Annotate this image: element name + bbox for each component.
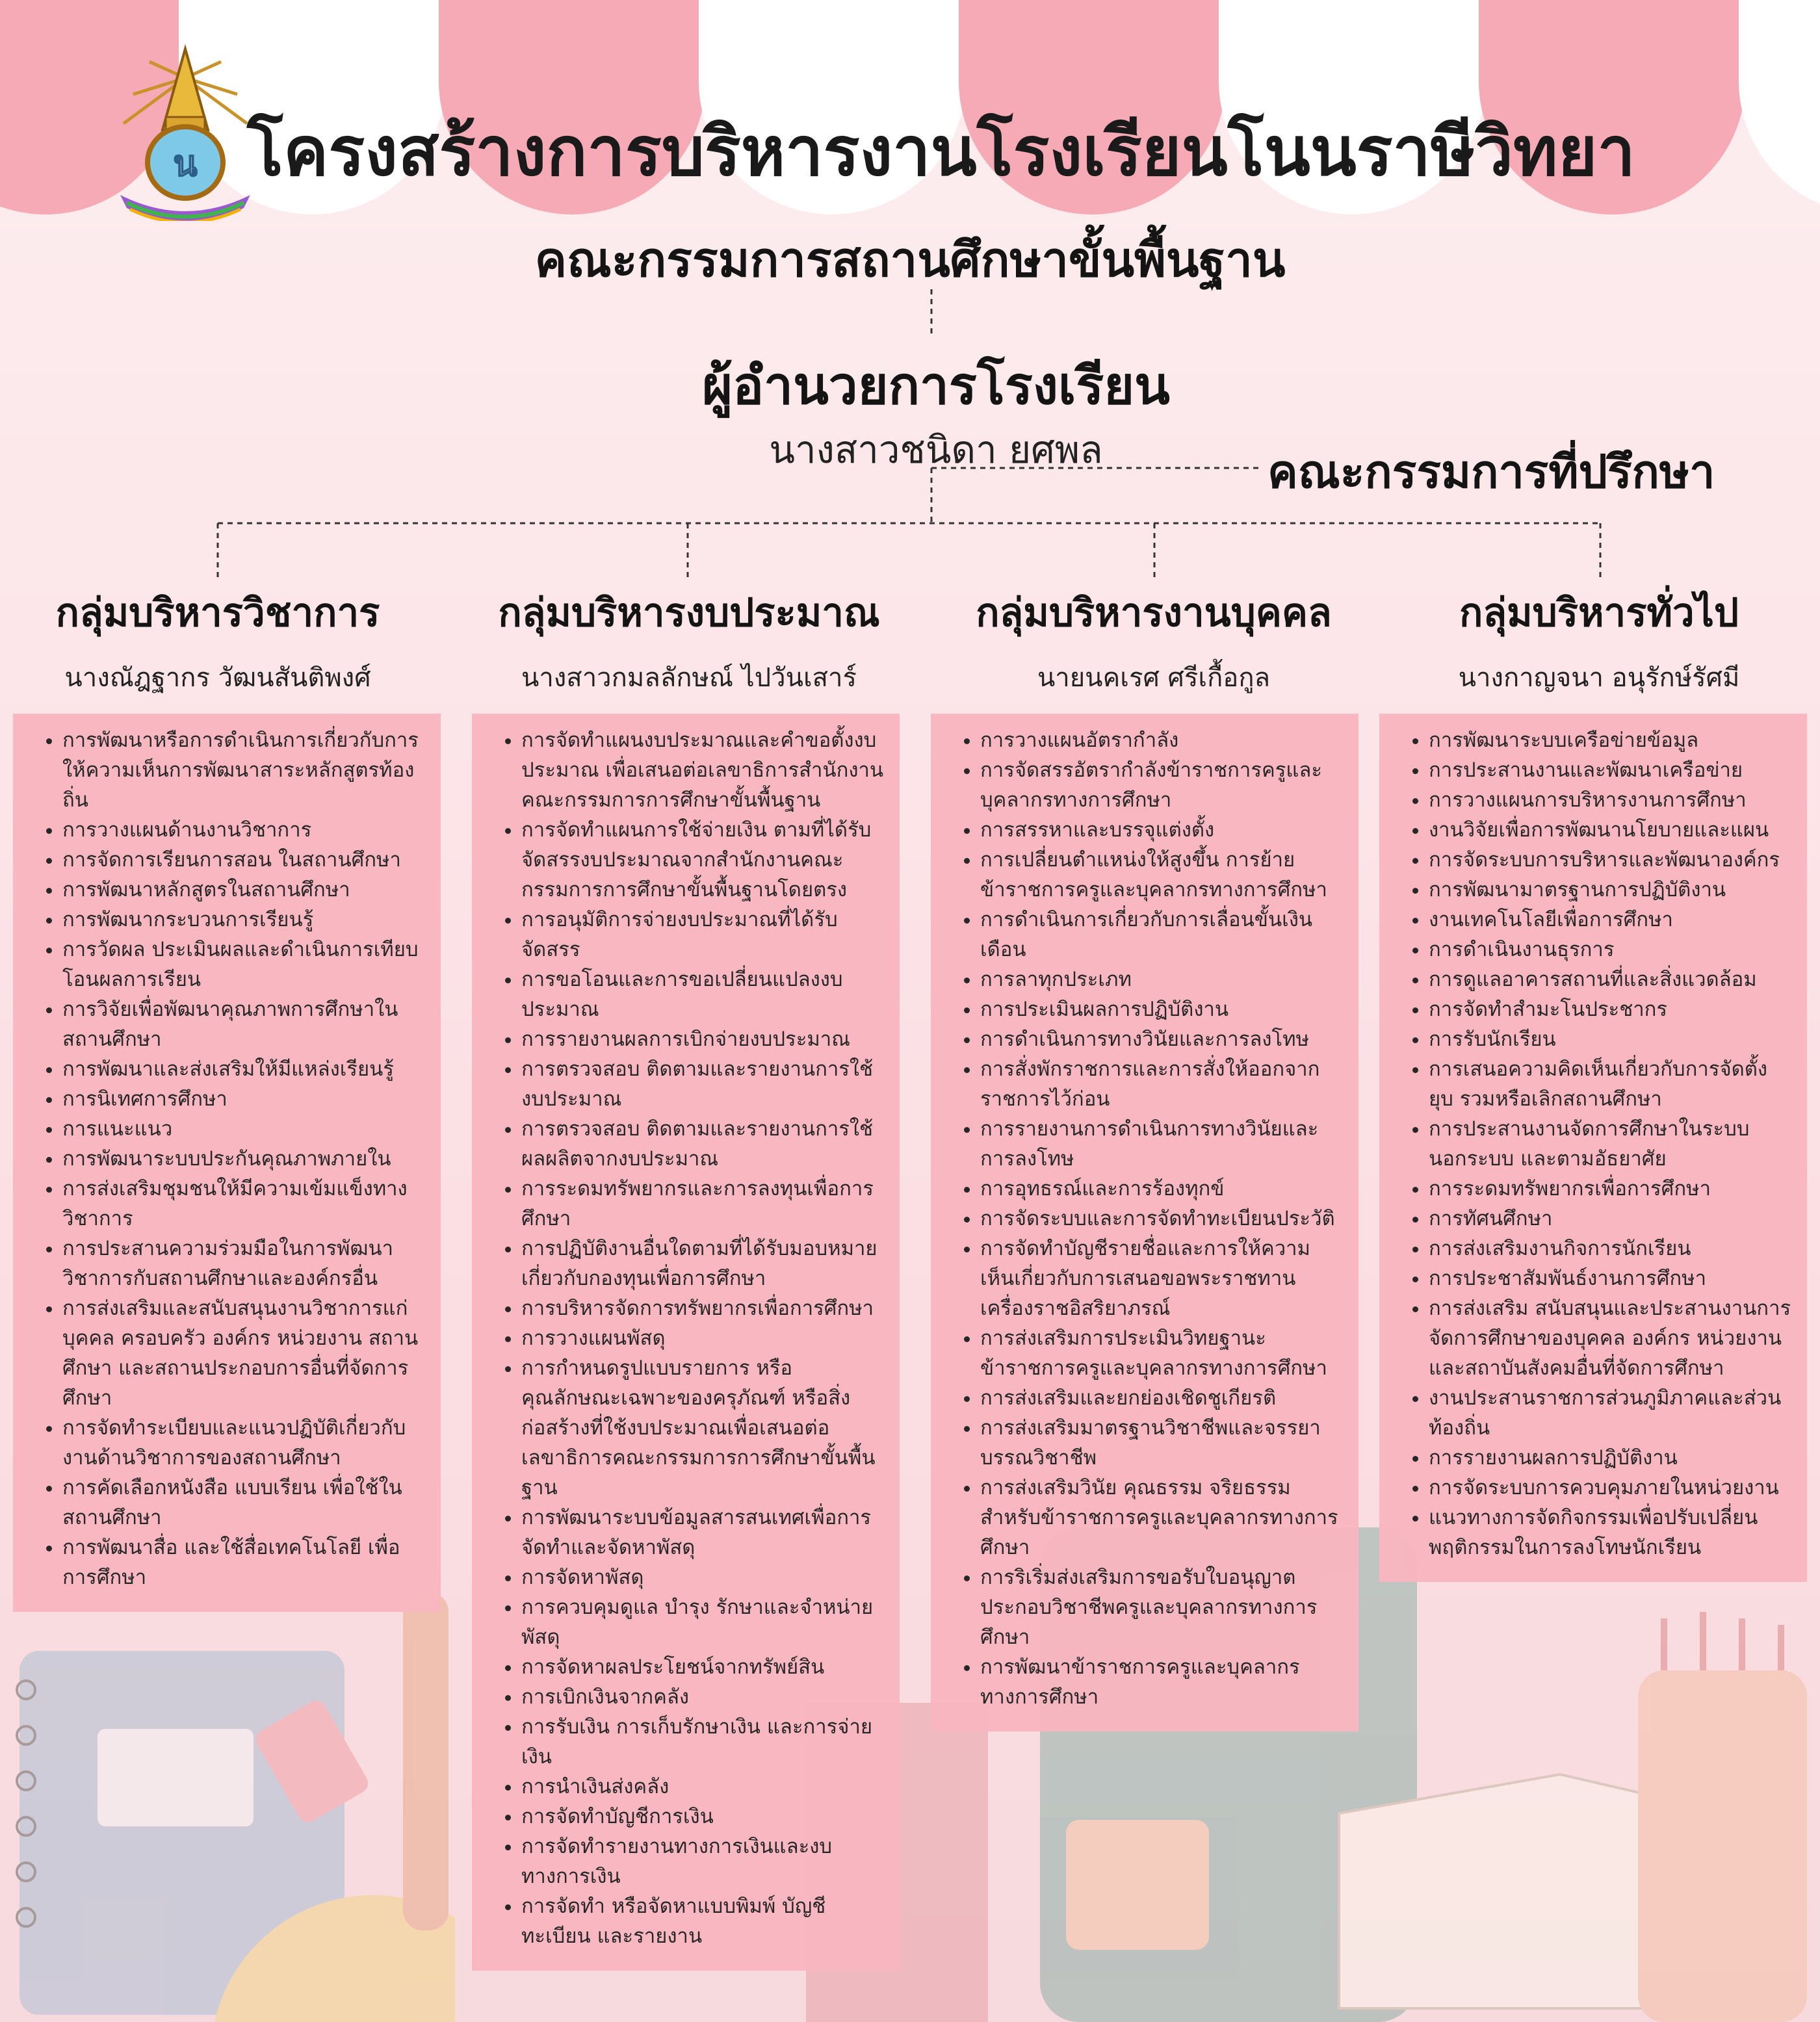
- duty-item: • การจัดทำระเบียบและแนวปฏิบัติเกี่ยวกับงานด้านวิชาการของสถานศึกษา: [62, 1413, 425, 1473]
- duty-item: • การวางแผนด้านงานวิชาการ: [62, 815, 425, 845]
- duty-item: • การตรวจสอบ ติดตามและรายงานการใช้ผลผลิตจากงบประมาณ: [521, 1114, 884, 1174]
- group-head-name: นางสาวกมลลักษณ์ ไปวันเสาร์: [521, 663, 857, 693]
- duty-item: • การนำเงินส่งคลัง: [521, 1772, 884, 1802]
- director-name: นางสาวชนิดา ยศพล: [769, 428, 1103, 472]
- duty-list: [488, 725, 884, 1951]
- duty-item: • การอุทธรณ์และการร้องทุกข์: [980, 1174, 1343, 1204]
- duty-item: • การลาทุกประเภท: [980, 965, 1343, 994]
- duty-item: • การส่งเสริมชุมชนให้มีความเข้มแข็งทางวิชาการ: [62, 1174, 425, 1234]
- duty-item: • การระดมทรัพยากรและการลงทุนเพื่อการศึกษา: [521, 1174, 884, 1234]
- group-head-name: นายนคเรศ ศรีเกื้อกูล: [1037, 663, 1271, 693]
- duty-item: • การจัดหาผลประโยชน์จากทรัพย์สิน: [521, 1652, 884, 1682]
- duty-item: • การรับเงิน การเก็บรักษาเงิน และการจ่ายเงิน: [521, 1712, 884, 1772]
- duty-item: • การพัฒนาระบบเครือข่ายข้อมูล: [1429, 725, 1791, 755]
- duty-item: • การรายงานการดำเนินการทางวินัยและการลงโทษ: [980, 1114, 1343, 1174]
- duty-item: • การจัดทำแผนงบประมาณและคำขอตั้งงบประมาณ เพื่อเสนอต่อเลขาธิการสำนักงานคณะกรรมการการศึกษาขั้นพื้นฐาน: [521, 725, 884, 815]
- svg-text:น: น: [173, 143, 198, 184]
- duty-item: • การวัดผล ประเมินผลและดำเนินการเทียบโอนผลการเรียน: [62, 935, 425, 994]
- group-header-academic: [20, 582, 416, 698]
- duty-item: • การส่งเสริมงานกิจการนักเรียน: [1429, 1234, 1791, 1264]
- duty-item: • การดำเนินการเกี่ยวกับการเลื่อนขั้นเงินเดือน: [980, 905, 1343, 965]
- duty-item: • การส่งเสริมวินัย คุณธรรม จริยธรรม สำหรับข้าราชการครูและบุคลากรทางการศึกษา: [980, 1473, 1343, 1562]
- duty-item: • การส่งเสริมและยกย่องเชิดชูเกียรติ: [980, 1383, 1343, 1413]
- duty-item: • การวางแผนอัตรากำลัง: [980, 725, 1343, 755]
- duty-item: • การริเริ่มส่งเสริมการขอรับใบอนุญาตประกอบวิชาชีพครูและบุคลากรทางการศึกษา: [980, 1562, 1343, 1652]
- duty-item: • แนวทางการจัดกิจกรรมเพื่อปรับเปลี่ยนพฤติกรรมในการลงโทษนักเรียน: [1429, 1503, 1791, 1562]
- duty-item: • การดูแลอาคารสถานที่และสิ่งแวดล้อม: [1429, 965, 1791, 994]
- duty-panel-budget: [472, 714, 900, 1971]
- duty-item: • การพัฒนาหรือการดำเนินการเกี่ยวกับการให้ความเห็นการพัฒนาสาระหลักสูตรท้องถิ่น: [62, 725, 425, 815]
- duty-item: • การขอโอนและการขอเปลี่ยนแปลงงบประมาณ: [521, 965, 884, 1024]
- duty-panel-general: [1379, 714, 1807, 1582]
- duty-item: • การพัฒนาสื่อ และใช้สื่อเทคโนโลยี เพื่อการศึกษา: [62, 1533, 425, 1592]
- duty-item: • การแนะแนว: [62, 1114, 425, 1144]
- board-title: คณะกรรมการสถานศึกษาขั้นพื้นฐาน: [534, 232, 1286, 288]
- duty-item: • การประชาสัมพันธ์งานการศึกษา: [1429, 1264, 1791, 1293]
- duty-item: • การประสานความร่วมมือในการพัฒนาวิชาการกับสถานศึกษาและองค์กรอื่น: [62, 1234, 425, 1293]
- duty-item: • การเปลี่ยนตำแหน่งให้สูงขึ้น การย้ายข้าราชการครูและบุคลากรทางการศึกษา: [980, 845, 1343, 905]
- duty-item: • การจัดทำรายงานทางการเงินและงบทางการเงิน: [521, 1832, 884, 1891]
- duty-item: • การพัฒนาหลักสูตรในสถานศึกษา: [62, 875, 425, 905]
- duty-item: • การจัดทำบัญชีการเงิน: [521, 1802, 884, 1832]
- duty-item: • การดำเนินการทางวินัยและการลงโทษ: [980, 1024, 1343, 1054]
- duty-item: • การรายงานผลการเบิกจ่ายงบประมาณ: [521, 1024, 884, 1054]
- duty-item: • การจัดระบบการควบคุมภายในหน่วยงาน: [1429, 1473, 1791, 1503]
- duty-item: • การจัดทำแผนการใช้จ่ายเงิน ตามที่ได้รับจัดสรรงบประมาณจากสำนักงานคณะกรรมการการศึกษาขั้นพื้นฐานโดยตรง: [521, 815, 884, 905]
- duty-item: • การประเมินผลการปฏิบัติงาน: [980, 994, 1343, 1024]
- duty-item: • การบริหารจัดการทรัพยากรเพื่อการศึกษา: [521, 1293, 884, 1323]
- duty-item: • การจัดการเรียนการสอน ในสถานศึกษา: [62, 845, 425, 875]
- duty-item: • การจัดหาพัสดุ: [521, 1562, 884, 1592]
- duty-item: • การรายงานผลการปฏิบัติงาน: [1429, 1443, 1791, 1473]
- duty-list: [1395, 725, 1791, 1562]
- duty-item: • การวางแผนพัสดุ: [521, 1323, 884, 1353]
- duty-item: • การจัดสรรอัตรากำลังข้าราชการครูและบุคลากรทางการศึกษา: [980, 755, 1343, 815]
- duty-item: • การรับนักเรียน: [1429, 1024, 1791, 1054]
- duty-item: • งานวิจัยเพื่อการพัฒนานโยบายและแผน: [1429, 815, 1791, 845]
- duty-item: • การกำหนดรูปแบบรายการ หรือคุณลักษณะเฉพาะของครุภัณฑ์ หรือสิ่งก่อสร้างที่ใช้งบประมาณเพื่อเสนอต่อเลขาธิการคณะกรรมการการศึกษาขั้นพื้นฐาน: [521, 1353, 884, 1503]
- group-header-personnel: [936, 582, 1372, 698]
- duty-item: • การควบคุมดูแล บำรุง รักษาและจำหน่ายพัสดุ: [521, 1592, 884, 1652]
- group-title: กลุ่มบริหารวิชาการ: [55, 590, 380, 636]
- duty-item: • การส่งเสริมการประเมินวิทยฐานะข้าราชการครูและบุคลากรทางการศึกษา: [980, 1323, 1343, 1383]
- duty-item: • การทัศนศึกษา: [1429, 1204, 1791, 1234]
- duty-item: • การพัฒนาระบบประกันคุณภาพภายใน: [62, 1144, 425, 1174]
- group-title: กลุ่มบริหารงบประมาณ: [498, 590, 880, 636]
- duty-item: • การประสานงานจัดการศึกษาในระบบ นอกระบบ และตามอัธยาศัย: [1429, 1114, 1791, 1174]
- duty-item: • การวิจัยเพื่อพัฒนาคุณภาพการศึกษาในสถานศึกษา: [62, 994, 425, 1054]
- org-connector-lines: [0, 0, 1820, 598]
- duty-item: • การตรวจสอบ ติดตามและรายงานการใช้งบประมาณ: [521, 1054, 884, 1114]
- group-header-general: [1391, 582, 1807, 698]
- duty-item: • การจัดทำบัญชีรายชื่อและการให้ความเห็นเกี่ยวกับการเสนอขอพระราชทานเครื่องราชอิสริยาภรณ์: [980, 1234, 1343, 1323]
- duty-item: • การประสานงานและพัฒนาเครือข่าย: [1429, 755, 1791, 785]
- duty-item: • การอนุมัติการจ่ายงบประมาณที่ได้รับจัดสรร: [521, 905, 884, 965]
- duty-item: • การเบิกเงินจากคลัง: [521, 1682, 884, 1712]
- duty-panel-academic: [13, 714, 441, 1612]
- duty-item: • การส่งเสริม สนับสนุนและประสานงานการจัดการศึกษาของบุคคล องค์กร หน่วยงานและสถาบันสังคมอื่นที่จัดการศึกษา: [1429, 1293, 1791, 1383]
- duty-list: [946, 725, 1343, 1712]
- duty-item: • การพัฒนากระบวนการเรียนรู้: [62, 905, 425, 935]
- duty-item: • การพัฒนาและส่งเสริมให้มีแหล่งเรียนรู้: [62, 1054, 425, 1084]
- pencil-cup-illustration: [1638, 1670, 1807, 2022]
- duty-item: • การพัฒนามาตรฐานการปฏิบัติงาน: [1429, 875, 1791, 905]
- duty-item: • การส่งเสริมมาตรฐานวิชาชีพและจรรยาบรรณวิชาชีพ: [980, 1413, 1343, 1473]
- duty-item: • การสรรหาและบรรจุแต่งตั้ง: [980, 815, 1343, 845]
- duty-item: • การดำเนินงานธุรการ: [1429, 935, 1791, 965]
- group-header-budget: [468, 582, 910, 698]
- group-title: กลุ่มบริหารทั่วไป: [1459, 590, 1739, 636]
- duty-panel-personnel: [931, 714, 1358, 1731]
- advisory-committee-title: คณะกรรมการที่ปรึกษา: [1268, 445, 1715, 499]
- duty-item: • การสั่งพักราชการและการสั่งให้ออกจากราชการไว้ก่อน: [980, 1054, 1343, 1114]
- duty-item: • การจัดระบบและการจัดทำทะเบียนประวัติ: [980, 1204, 1343, 1234]
- duty-item: • การระดมทรัพยากรเพื่อการศึกษา: [1429, 1174, 1791, 1204]
- duty-item: • การปฏิบัติงานอื่นใดตามที่ได้รับมอบหมายเกี่ยวกับกองทุนเพื่อการศึกษา: [521, 1234, 884, 1293]
- duty-item: • การส่งเสริมและสนับสนุนงานวิชาการแก่บุคคล ครอบครัว องค์กร หน่วยงาน สถานศึกษา และสถานประกอบการอื่นที่จัดการศึกษา: [62, 1293, 425, 1413]
- duty-item: • การนิเทศการศึกษา: [62, 1084, 425, 1114]
- pen-illustration: [403, 1592, 448, 1930]
- page-title: โครงสร้างการบริหารงานโรงเรียนโนนราษีวิทยา: [247, 112, 1635, 191]
- duty-item: • การพัฒนาระบบข้อมูลสารสนเทศเพื่อการจัดทำและจัดหาพัสดุ: [521, 1503, 884, 1562]
- duty-item: • งานเทคโนโลยีเพื่อการศึกษา: [1429, 905, 1791, 935]
- duty-item: • การวางแผนการบริหารงานการศึกษา: [1429, 785, 1791, 815]
- duty-item: • การเสนอความคิดเห็นเกี่ยวกับการจัดตั้ง ยุบ รวมหรือเลิกสถานศึกษา: [1429, 1054, 1791, 1114]
- group-head-name: นางกาญจนา อนุรักษ์รัศมี: [1458, 663, 1740, 693]
- duty-item: • งานประสานราชการส่วนภูมิภาคและส่วนท้องถิ่น: [1429, 1383, 1791, 1443]
- duty-item: • การจัดทำสำมะโนประชากร: [1429, 994, 1791, 1024]
- duty-item: • การจัดระบบการบริหารและพัฒนาองค์กร: [1429, 845, 1791, 875]
- director-title: ผู้อำนวยการโรงเรียน: [702, 356, 1170, 416]
- duty-item: • การจัดทำ หรือจัดหาแบบพิมพ์ บัญชี ทะเบียน และรายงาน: [521, 1891, 884, 1951]
- group-title: กลุ่มบริหารงานบุคคล: [976, 590, 1332, 636]
- duty-item: • การคัดเลือกหนังสือ แบบเรียน เพื่อใช้ในสถานศึกษา: [62, 1473, 425, 1533]
- duty-list: [29, 725, 425, 1592]
- group-head-name: นางณัฎฐากร วัฒนสันติพงศ์: [64, 663, 371, 693]
- duty-item: • การพัฒนาข้าราชการครูและบุคลากรทางการศึกษา: [980, 1652, 1343, 1712]
